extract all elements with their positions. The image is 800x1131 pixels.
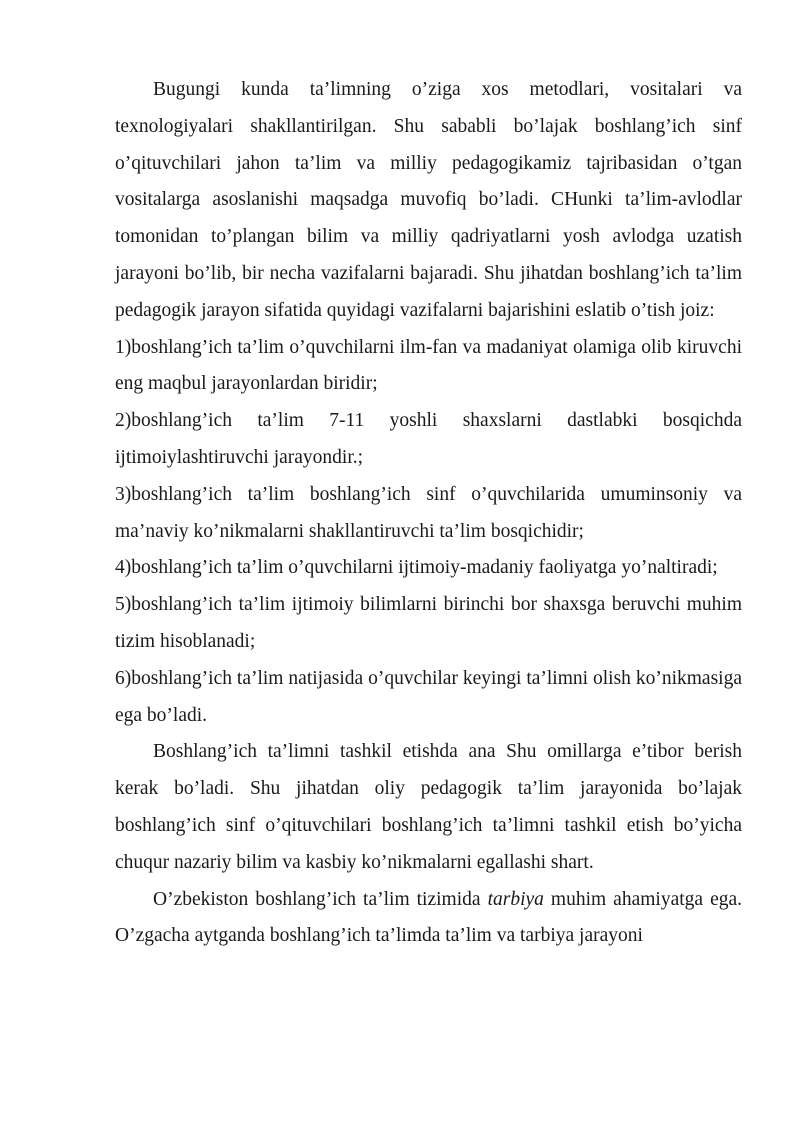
list-item-2: 2)boshlang’ich ta’lim 7-11 yoshli shaxslarni dastlabki bosqichda ijtimoiylashtiruvchi jarayondir.; [115, 410, 742, 468]
list-item-3: 3)boshlang’ich ta’lim boshlang’ich sinf o’quvchilarida umuminsoniy va ma’naviy ko’nikmalarni shakllantiruvchi ta’lim bosqichidir; [115, 483, 742, 542]
italic-term-tarbiya: tarbiya [487, 888, 544, 910]
paragraph-organization: Boshlang’ich ta’limni tashkil etishda ana Shu omillarga e’tibor berish kerak bo’ladi. Shu jihatdan oliy pedagogik ta’lim jarayonida bo’lajak boshlang’ich sinf o’qituvchilari boshlang’ich ta’limni tashkil etish bo’yicha chuqur nazariy bilim va kasbiy ko’nikmalarni egallashi shart. [115, 741, 742, 873]
paragraph-intro: Bugungi kunda ta’limning o’ziga xos metodlari, vositalari va texnologiyalari shakllantirilgan. Shu sababli bo’lajak boshlang’ich sinf o’qituvchilari jahon ta’lim va milliy pedagogikamiz tajribasidan o’tgan vositalarga asoslanishi maqsadga muvofiq bo’ladi. CHunki ta’lim-avlodlar tomonidan to’plangan bilim va milliy qadriyatlarni yosh avlodga uzatish jarayoni bo’lib, bir necha vazifalarni bajaradi. Shu jihatdan boshlang’ich ta’lim pedagogik jarayon sifatida quyidagi vazifalarni bajarishini eslatib o’tish joiz: [115, 79, 742, 321]
list-item-1: 1)boshlang’ich ta’lim o’quvchilarni ilm-fan va madaniyat olamiga olib kiruvchi eng maqbul jarayonlardan biridir; [115, 336, 742, 395]
list-item-6: 6)boshlang’ich ta’lim natijasida o’quvchilar keyingi ta’limni olish ko’nikmasiga ega bo’ladi. [115, 667, 742, 726]
paragraph-upbringing-start: O’zbekiston boshlang’ich ta’lim tizimida [153, 888, 488, 910]
paragraph-upbringing [115, 882, 742, 956]
document-page [115, 72, 742, 955]
paragraph-upbringing-end: muhim ahamiyatga ega. O’zgacha aytganda boshlang’ich ta’limda ta’lim va tarbiya jarayoni [115, 888, 743, 947]
list-item-4: 4)boshlang’ich ta’lim o’quvchilarni ijtimoiy-madaniy faoliyatga yo’naltiradi; [115, 557, 718, 579]
list-item-5: 5)boshlang’ich ta’lim ijtimoiy bilimlarni birinchi bor shaxsga beruvchi muhim tizim hisoblanadi; [115, 594, 742, 652]
